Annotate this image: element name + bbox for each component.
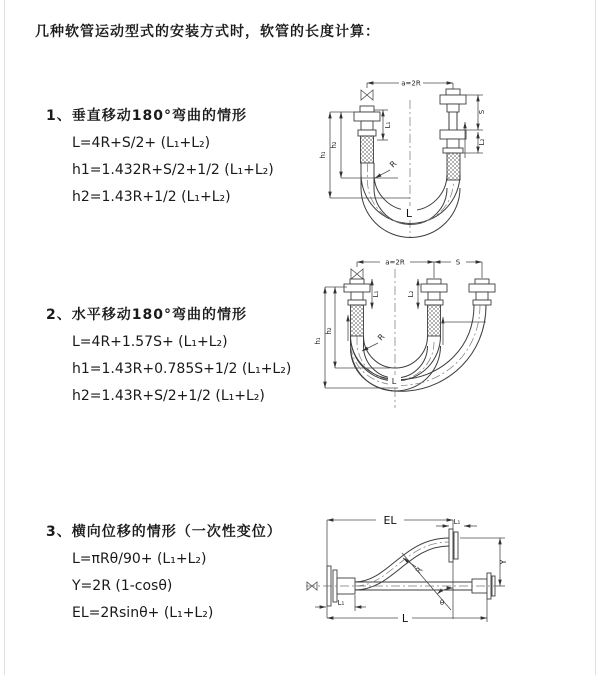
formula-line: EL=2Rsinθ+ (L₁+L₂) <box>72 605 214 621</box>
formula-line: Y=2R (1-cosθ) <box>72 578 173 594</box>
dim-l2-label: L₂ <box>407 290 415 298</box>
dim-l1-label: L₁ <box>372 290 380 298</box>
length-label: L <box>391 377 397 386</box>
dim-h1-label: h₁ <box>314 337 322 345</box>
dim-el <box>327 515 453 527</box>
dim-l1-top-label: L₁ <box>453 518 461 526</box>
dim-a2r-label: a=2R <box>401 79 421 88</box>
angle-construction <box>402 520 453 619</box>
dim-l1-label: L₁ <box>384 121 392 129</box>
length-callout <box>401 206 417 220</box>
dim-a2r <box>367 80 453 90</box>
radius-label: R <box>413 565 425 576</box>
formula-line: h1=1.43R+0.785S+1/2 (L₁+L₂) <box>72 361 292 377</box>
right-fitting-two-positions <box>440 89 466 180</box>
length-callout <box>388 375 401 387</box>
dim-l1-top <box>436 518 477 526</box>
dim-h2-label: h₂ <box>330 141 338 149</box>
left-fitting <box>354 106 380 163</box>
hose-moved-position <box>351 305 487 391</box>
dim-l2-label: L₂ <box>478 138 486 146</box>
section-lateral-displacement <box>46 519 282 627</box>
formula-line: h2=1.43R+1/2 (L₁+L₂) <box>72 189 231 205</box>
dim-a2r-s <box>357 259 482 279</box>
diagram-2-svg <box>310 253 595 458</box>
angle-label: θ <box>439 599 445 607</box>
diagram-lateral-displacement <box>298 515 598 655</box>
page-left-edge <box>4 0 5 675</box>
diagram-1-svg <box>313 70 595 265</box>
radius-callout <box>375 159 399 178</box>
dim-h1-label: h₁ <box>319 151 327 159</box>
hose-u-bend <box>361 163 460 238</box>
section-horizontal-move <box>46 302 291 410</box>
right-fitting-moved <box>469 279 495 305</box>
dim-s-label: S <box>455 258 461 267</box>
dim-l1-bottom <box>315 595 366 611</box>
upper-flange <box>449 529 458 562</box>
diagram-horizontal-180-bend <box>310 253 595 458</box>
radius-label: R <box>376 332 387 343</box>
radius-label: R <box>388 159 399 170</box>
section-1-heading: 1、垂直移动180°弯曲的情形 <box>46 108 247 124</box>
dim-el-label: EL <box>383 515 397 527</box>
formula-line: L=πRθ/90+ (L₁+L₂) <box>72 551 207 567</box>
dim-h2-label: h₂ <box>325 327 333 335</box>
section-2-heading: 2、水平移动180°弯曲的情形 <box>46 307 247 323</box>
diagram-3-svg <box>298 515 598 655</box>
formula-line: h1=1.432R+S/2+1/2 (L₁+L₂) <box>72 162 274 178</box>
section-3-heading: 3、横向位移的情形（一次性变位） <box>46 524 282 540</box>
dim-l1-bottom-label: L₁ <box>337 599 345 607</box>
page-title: 几种软管运动型式的安装方式时，软管的长度计算： <box>35 24 380 40</box>
formula-line: h2=1.43R+S/2+1/2 (L₁+L₂) <box>72 388 265 404</box>
formula-line: L=4R+S/2+ (L₁+L₂) <box>72 135 211 151</box>
formula-line: L=4R+1.57S+ (L₁+L₂) <box>72 334 228 350</box>
dim-l <box>327 520 487 625</box>
dim-a2r-label: a=2R <box>385 258 405 267</box>
dim-l-label: L <box>401 612 409 625</box>
dim-y-label: Y <box>499 559 508 565</box>
diagram-vertical-180-bend <box>313 70 595 265</box>
length-label: L <box>405 207 413 220</box>
dim-s-label: S <box>478 109 486 115</box>
section-vertical-move <box>46 103 274 211</box>
valve-icon <box>361 90 373 100</box>
valve-icon <box>351 269 363 279</box>
